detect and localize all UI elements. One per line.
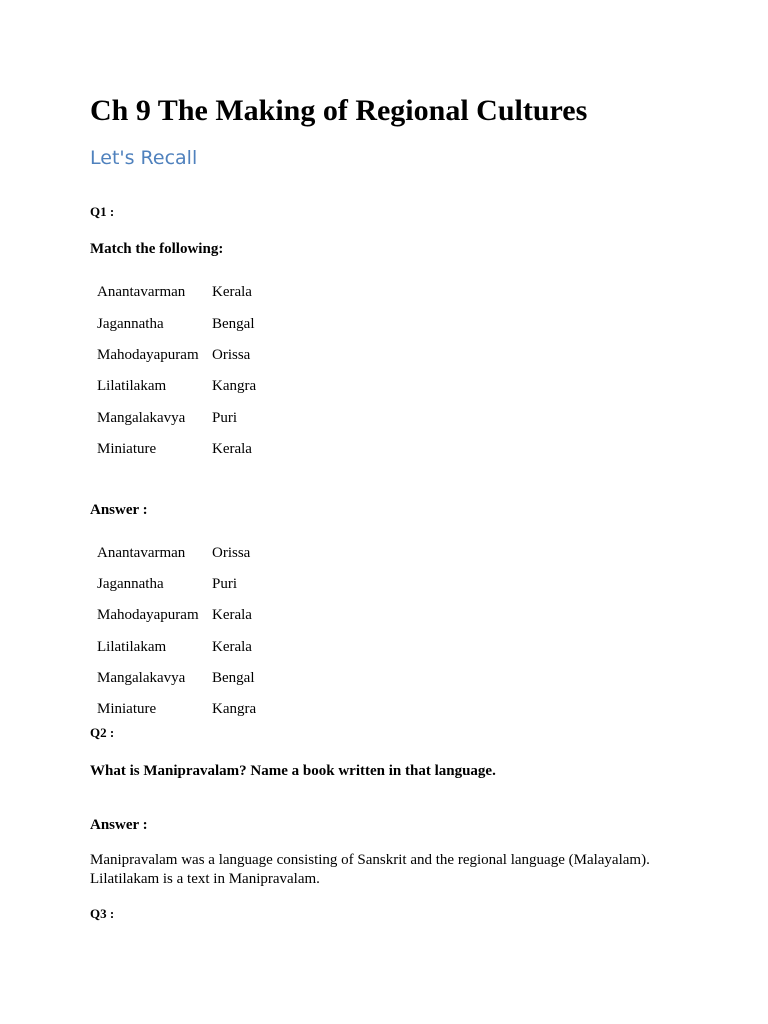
q1-answer-row-6-right: Kangra [212, 701, 257, 717]
q2-label: Q2 : [90, 725, 115, 740]
q2-answer-text: Manipravalam was a language consisting of Sanskrit and the regional language (Malayalam). Lilatilakam is a text in Manipravalam. [90, 852, 650, 887]
q1-row-5-right: Puri [212, 410, 238, 426]
q1-row-4-right: Kangra [212, 378, 257, 394]
q1-row-3-left: Mahodayapuram [97, 347, 199, 363]
q1-answer-row-2-left: Jagannatha [97, 576, 164, 592]
q1-answer-row-3-left: Mahodayapuram [97, 607, 199, 623]
q1-answer-row-2-right: Puri [212, 576, 238, 592]
q1-row-6-right: Kerala [212, 441, 252, 457]
q1-label: Q1 : [90, 204, 115, 219]
section-heading: Let's Recall [90, 147, 198, 169]
q1-answer-row-1-left: Anantavarman [97, 545, 186, 561]
q3-label: Q3 : [90, 906, 115, 921]
q2-question: What is Manipravalam? Name a book written in that language. [90, 763, 496, 779]
q2-answer-label: Answer : [90, 817, 148, 833]
q1-row-2-left: Jagannatha [97, 316, 164, 332]
q1-row-5-left: Mangalakavya [97, 410, 186, 426]
q1-row-4-left: Lilatilakam [97, 378, 167, 394]
q1-row-1-right: Kerala [212, 284, 252, 300]
q1-row-3-right: Orissa [212, 347, 251, 363]
page-title: Ch 9 The Making of Regional Cultures [90, 94, 588, 127]
q1-row-6-left: Miniature [97, 441, 157, 457]
q1-row-1-left: Anantavarman [97, 284, 186, 300]
q1-answer-row-4-left: Lilatilakam [97, 639, 167, 655]
q1-answer-row-1-right: Orissa [212, 545, 251, 561]
q1-answer-label: Answer : [90, 502, 148, 518]
q1-row-2-right: Bengal [212, 316, 255, 332]
q1-question: Match the following: [90, 241, 224, 257]
q1-answer-row-5-right: Bengal [212, 670, 255, 686]
q1-answer-row-3-right: Kerala [212, 607, 252, 623]
q1-answer-row-6-left: Miniature [97, 701, 157, 717]
q1-answer-row-4-right: Kerala [212, 639, 252, 655]
q1-answer-row-5-left: Mangalakavya [97, 670, 186, 686]
